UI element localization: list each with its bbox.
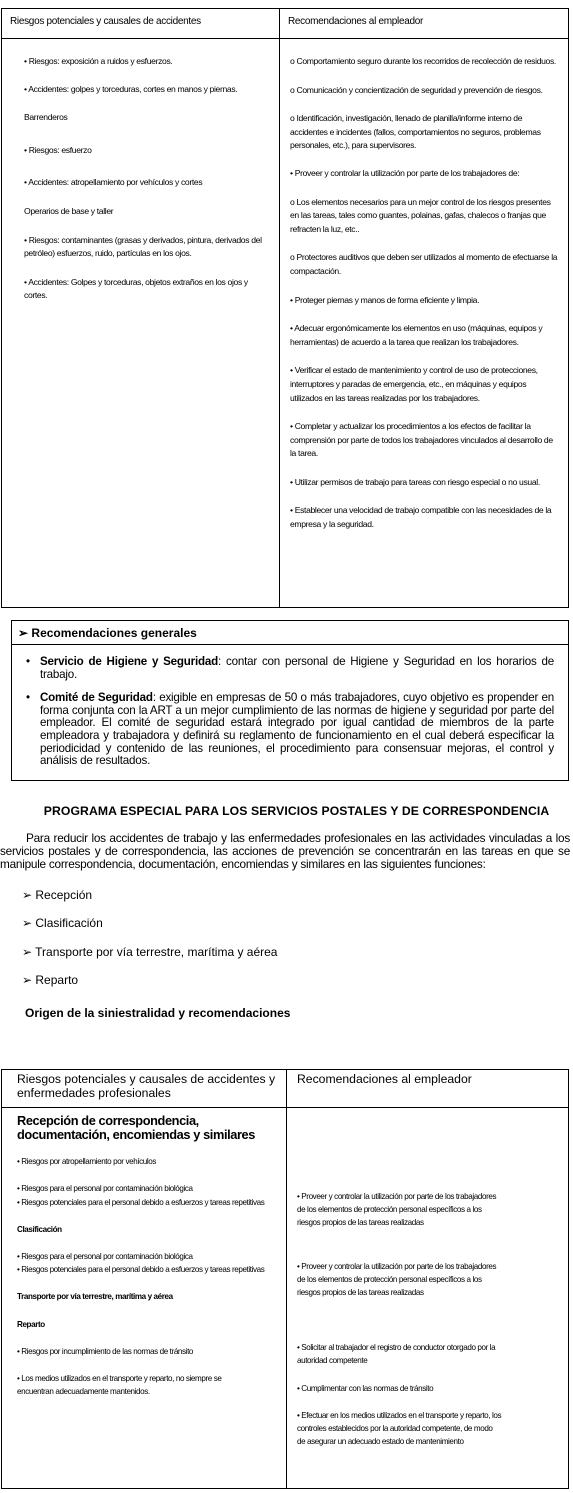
- recommendation-item: o Identificación, investigación, llenado de planilla/informe interno de accidentes e incidentes (fallos, comportamientos no seguros, problemas personales, etc.), para supervisores.: [290, 113, 541, 151]
- arrow-bullet-icon: ➢: [18, 626, 29, 640]
- bullet-icon: •: [26, 691, 30, 705]
- table2-header-left: Riesgos potenciales y causales de accidentes y enfermedades profesionales: [2, 1070, 287, 1108]
- table2-header-right: Recomendaciones al empleador: [287, 1070, 569, 1108]
- recommendation-item: o Los elementos necesarios para un mejor control de los riesgos presentes en las tareas, tales como guantes, polainas, gafas, chalecos o franjas que refracten la luz, etc..: [290, 196, 551, 234]
- origin-heading: Origen de la siniestralidad y recomendaciones: [25, 1005, 291, 1020]
- recommendation-item: • Adecuar ergonómicamente los elementos en uso (máquinas, equipos y herramientas) de acuerdo a la tarea que realizan los trabajadores.: [290, 323, 543, 347]
- arrow-bullet-icon: ➢: [22, 916, 36, 931]
- program-title: PROGRAMA ESPECIAL PARA LOS SERVICIOS POSTALES Y DE CORRESPONDENCIA: [43, 804, 550, 818]
- recommendation-item: • Proveer y controlar la utilización por parte de los trabajadores de los elementos de protección personal específicos a los riesgos propios de las tareas realizadas: [297, 1261, 497, 1298]
- recommendation-item: • Cumplimentar con las normas de tránsito: [297, 1383, 434, 1393]
- table2-right-cell: [287, 1108, 569, 1489]
- general-item: • Comité de Seguridad: exigible en empresas de 50 o más trabajadores, cuyo objetivo es propender en forma conjunta con la ART a un mejor cumplimiento de las normas de higiene y seguridad por parte del empleador. El comité de seguridad estará integrado por igual cantidad de miembros de la parte empleadora y trabajadora y definirá su reglamento de funcionamiento en el cual deberá especificar la periodicidad y contenido de las reuniones, el procedimiento para consensuar mejoras, el control y análisis de resultados.: [26, 691, 555, 768]
- risk-item: • Riesgos para el personal por contaminación biológica: [17, 1184, 193, 1194]
- risk-item: • Riesgos: esfuerzo: [24, 144, 92, 155]
- recommendation-item: • Proteger piernas y manos de forma eficiente y limpia.: [290, 294, 480, 305]
- risk-item: • Riesgos potenciales para el personal debido a esfuerzos y tareas repetitivas: [17, 1265, 265, 1275]
- risk-item: • Accidentes: atropellamiento por vehículos y cortes: [24, 177, 203, 188]
- arrow-bullet-icon: ➢: [22, 973, 36, 988]
- risk-item: • Riesgos: exposición a ruidos y esfuerzos.: [24, 56, 173, 66]
- recommendation-item: • Utilizar permisos de trabajo para tareas con riesgo especial o no usual.: [290, 476, 540, 487]
- table1-header-left: Riesgos potenciales y causales de accidentes: [2, 9, 280, 39]
- recommendation-item: • Solicitar al trabajador el registro de conductor otorgado por la autoridad competente: [297, 1343, 496, 1366]
- risk-subheading: Transporte por vía terrestre, marítima y aérea: [17, 1292, 173, 1302]
- recommendation-item: • Proveer y controlar la utilización por parte de los trabajadores de:: [290, 167, 520, 178]
- program-intro: Para reducir los accidentes de trabajo y las enfermedades profesionales en las actividades vinculadas a los servicios postales y de correspondencia, las acciones de prevención se concentrarán en las tareas en que se manipule correspondencia, documentación, encomiendas y similares en las siguientes funciones:: [0, 831, 570, 872]
- recommendation-item: • Establecer una velocidad de trabajo compatible con las necesidades de la empresa y la seguridad.: [290, 505, 552, 530]
- function-item: ➢ Clasificación: [22, 916, 103, 931]
- function-item: ➢ Reparto: [22, 973, 79, 988]
- table1-header-right: Recomendaciones al empleador: [280, 9, 569, 39]
- bullet-icon: •: [26, 655, 30, 668]
- general-recommendations-heading: ➢ Recomendaciones generales: [12, 621, 568, 645]
- function-list: [0, 888, 573, 1002]
- arrow-bullet-icon: ➢: [22, 944, 36, 959]
- recommendation-item: • Efectuar en los medios utilizados en el transporte y reparto, los controles establecidos por la autoridad competente, de modo de asegurar un adecuado estado de mantenimiento: [297, 1410, 502, 1447]
- risk-subheading: Barrenderos: [24, 112, 68, 123]
- risk-item: • Riesgos para el personal por contaminación biológica: [17, 1252, 193, 1261]
- risk-item: • Riesgos: contaminantes (grasas y derivados, pintura, derivados del petróleo) esfuerzos, ruido, partículas en los ojos.: [24, 234, 262, 259]
- section-heading: Recepción de correspondencia, documentación, encomiendas y similares: [17, 1113, 255, 1142]
- recommendation-item: • Completar y actualizar los procedimientos a los efectos de facilitar la comprensión por parte de todos los trabajadores vinculados al desarrollo de la tarea.: [290, 421, 553, 459]
- recommendation-item: o Protectores auditivos que deben ser utilizados al momento de efectuarse la compactación.: [290, 252, 558, 276]
- risk-item: • Riesgos potenciales para el personal debido a esfuerzos y tareas repetitivas: [17, 1197, 265, 1207]
- risk-subheading: Clasificación: [17, 1224, 62, 1234]
- risk-item: • Los medios utilizados en el transporte y reparto, no siempre se encuentran adecuadamente mantenidos.: [17, 1374, 222, 1397]
- general-item: • Servicio de Higiene y Seguridad: contar con personal de Higiene y Seguridad en los horarios de trabajo.: [26, 655, 554, 681]
- risk-item: • Accidentes: golpes y torceduras, cortes en manos y piernas.: [24, 83, 238, 94]
- table1-right-cell: [280, 39, 569, 608]
- arrow-bullet-icon: ➢: [22, 887, 36, 902]
- function-item: ➢ Transporte por vía terrestre, marítima y aérea: [22, 944, 278, 959]
- risk-item: • Riesgos por incumplimiento de las normas de tránsito: [17, 1346, 194, 1356]
- general-recommendations-box: [11, 620, 569, 781]
- postal-program-section: [0, 804, 573, 1020]
- risk-item: • Accidentes: Golpes y torceduras, objetos extraños en los ojos y cortes.: [24, 276, 248, 301]
- recommendation-item: • Verificar el estado de mantenimiento y control de uso de protecciones, interruptores y paradas de emergencia, etc., en máquinas y equipos utilizados en las tareas realizadas por los trabajadores.: [290, 365, 538, 403]
- recommendation-item: o Comunicación y concientización de seguridad y prevención de riesgos.: [290, 84, 543, 95]
- recommendation-item: • Proveer y controlar la utilización por parte de los trabajadores de los elementos de protección personal específicos a los riesgos propios de las tareas realizadas: [297, 1192, 497, 1228]
- table1-left-cell: [2, 39, 280, 608]
- table2-left-cell: [2, 1108, 287, 1489]
- risk-table-1: [1, 8, 569, 608]
- risk-item: • Riesgos por atropellamiento por vehículos: [17, 1157, 157, 1167]
- recommendation-item: o Comportamiento seguro durante los recorridos de recolección de residuos.: [290, 56, 556, 66]
- risk-table-2: [1, 1069, 569, 1489]
- risk-subheading: Operarios de base y taller: [24, 205, 114, 216]
- risk-subheading: Reparto: [17, 1319, 45, 1329]
- function-item: ➢ Recepción: [22, 887, 93, 902]
